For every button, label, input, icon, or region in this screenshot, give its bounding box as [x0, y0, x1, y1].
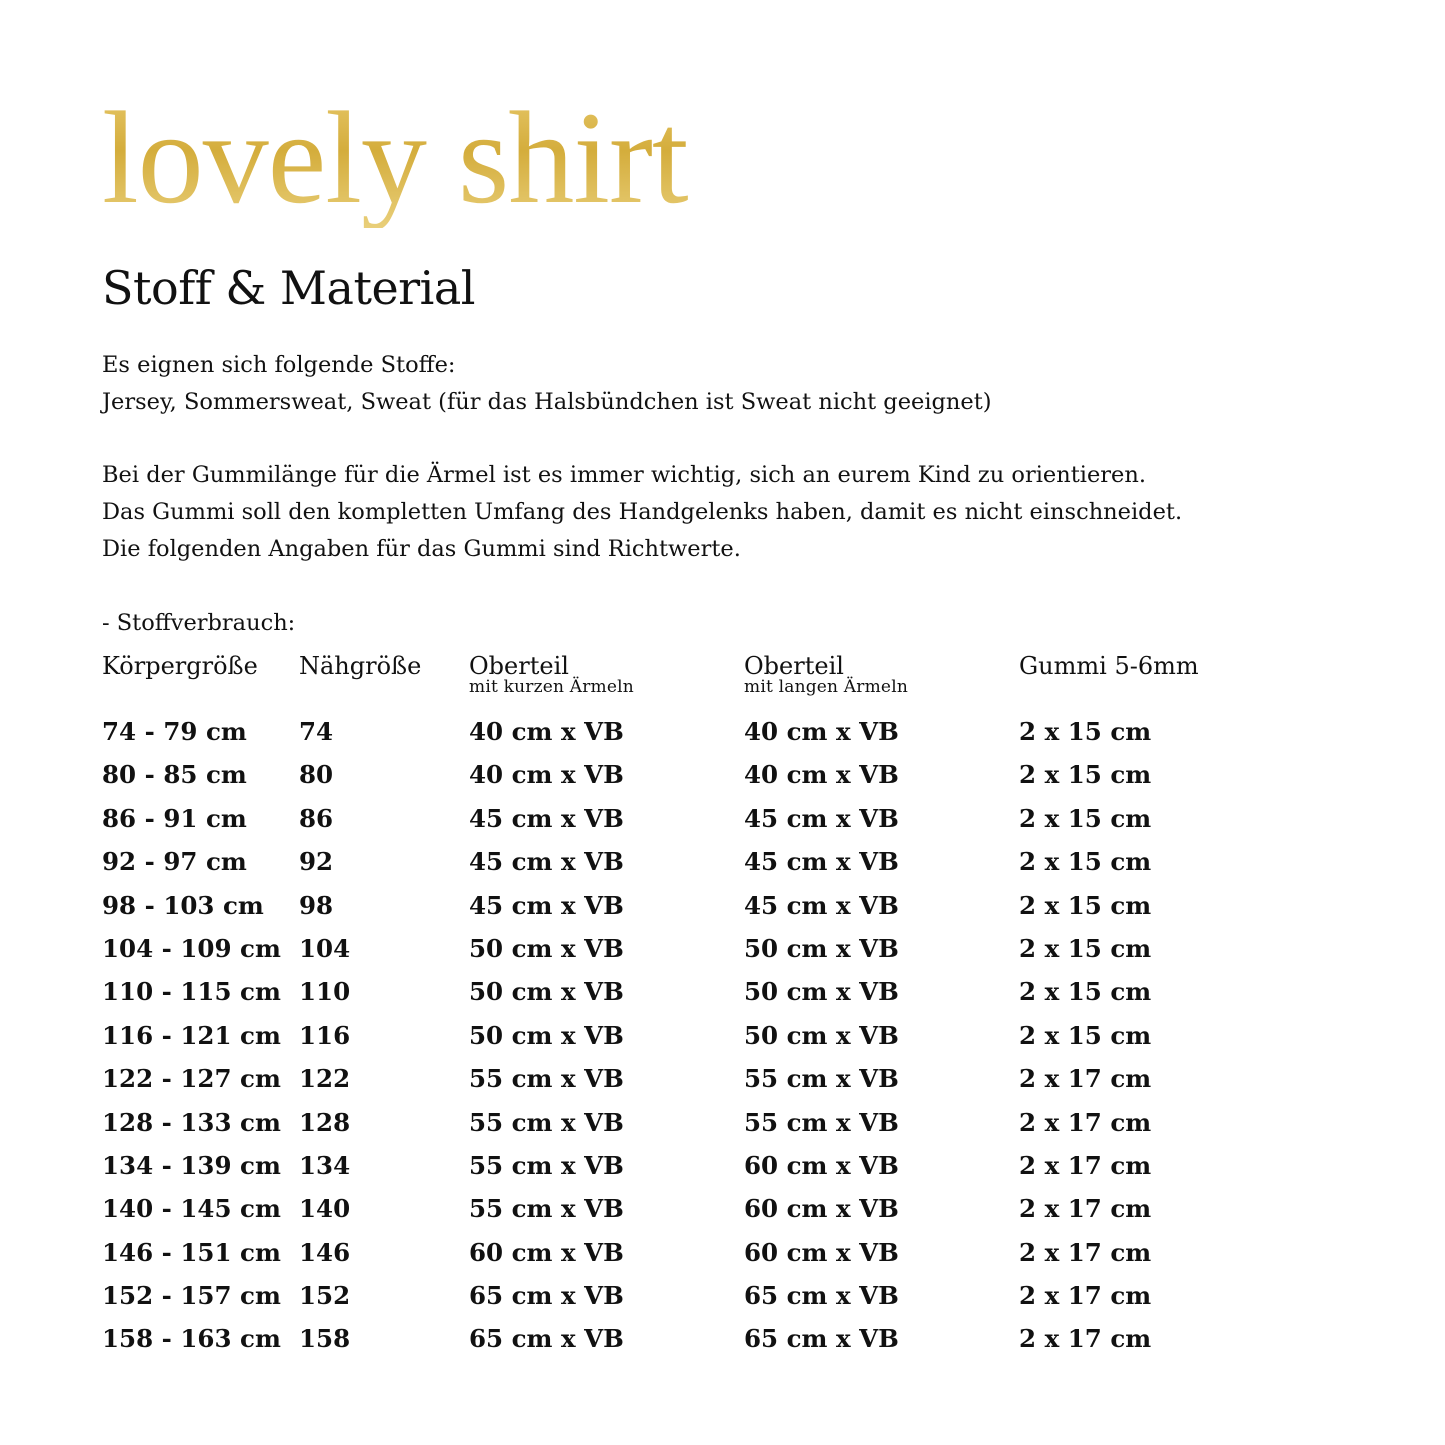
elastic-note-paragraph: [102, 457, 1182, 568]
cell-top-long: 45 cm x VB: [744, 803, 899, 833]
cell-body-size: 146 - 151 cm: [102, 1237, 281, 1267]
fabric-usage-table: [102, 648, 1342, 1354]
header-body-size: Körpergröße: [102, 652, 258, 680]
cell-elastic: 2 x 15 cm: [1019, 803, 1152, 833]
cell-top-long: 60 cm x VB: [744, 1237, 899, 1267]
cell-top-long: 55 cm x VB: [744, 1107, 899, 1137]
cell-top-long: 40 cm x VB: [744, 760, 899, 790]
cell-top-long: 50 cm x VB: [744, 977, 899, 1007]
cell-top-short: 65 cm x VB: [469, 1281, 624, 1311]
cell-elastic: 2 x 17 cm: [1019, 1324, 1152, 1354]
cell-top-short: 55 cm x VB: [469, 1150, 624, 1180]
table-row: [102, 973, 1342, 1016]
table-row: [102, 1320, 1342, 1363]
fabric-usage-label: - Stoffverbrauch:: [102, 610, 296, 636]
elastic-note-line: Das Gummi soll den kompletten Umfang des Handgelenks haben, damit es nicht einschneidet.: [102, 499, 1183, 525]
cell-elastic: 2 x 17 cm: [1019, 1064, 1152, 1094]
cell-top-short: 55 cm x VB: [469, 1107, 624, 1137]
cell-top-short: 40 cm x VB: [469, 717, 624, 746]
cell-top-short: 40 cm x VB: [469, 760, 624, 790]
fabrics-list-line: Jersey, Sommersweat, Sweat (für das Halsbündchen ist Sweat nicht geeignet): [102, 389, 992, 415]
cell-top-long: 45 cm x VB: [744, 847, 899, 877]
cell-body-size: 128 - 133 cm: [102, 1107, 281, 1137]
cell-sewing-size: 146: [299, 1237, 351, 1267]
cell-elastic: 2 x 15 cm: [1019, 717, 1152, 746]
pattern-title: lovely shirt: [102, 84, 688, 231]
cell-body-size: 74 - 79 cm: [102, 717, 247, 746]
table-body: [102, 713, 1342, 1364]
cell-sewing-size: 92: [299, 847, 334, 877]
header-subtitle: mit langen Ärmeln: [744, 677, 908, 697]
table-row: [102, 843, 1342, 886]
section-heading: Stoff & Material: [102, 261, 476, 315]
header-top-long-sleeves: Oberteil mit langen Ärmeln: [744, 652, 908, 697]
cell-body-size: 86 - 91 cm: [102, 803, 247, 833]
cell-body-size: 122 - 127 cm: [102, 1064, 281, 1094]
cell-sewing-size: 128: [299, 1107, 351, 1137]
table-row: [102, 1234, 1342, 1277]
cell-elastic: 2 x 15 cm: [1019, 847, 1152, 877]
cell-body-size: 158 - 163 cm: [102, 1324, 281, 1354]
cell-top-short: 45 cm x VB: [469, 847, 624, 877]
cell-sewing-size: 152: [299, 1281, 351, 1311]
cell-body-size: 134 - 139 cm: [102, 1150, 281, 1180]
cell-body-size: 116 - 121 cm: [102, 1020, 281, 1050]
table-row: [102, 1190, 1342, 1233]
cell-elastic: 2 x 15 cm: [1019, 933, 1152, 963]
cell-top-long: 50 cm x VB: [744, 933, 899, 963]
cell-body-size: 98 - 103 cm: [102, 890, 264, 920]
cell-top-long: 45 cm x VB: [744, 890, 899, 920]
cell-elastic: 2 x 17 cm: [1019, 1107, 1152, 1137]
table-row: [102, 930, 1342, 973]
table-row: [102, 1277, 1342, 1320]
cell-body-size: 104 - 109 cm: [102, 933, 281, 963]
table-row: [102, 756, 1342, 799]
cell-sewing-size: 116: [299, 1020, 351, 1050]
cell-top-long: 60 cm x VB: [744, 1150, 899, 1180]
cell-elastic: 2 x 15 cm: [1019, 977, 1152, 1007]
cell-body-size: 92 - 97 cm: [102, 847, 247, 877]
cell-top-short: 45 cm x VB: [469, 890, 624, 920]
table-header: [102, 648, 1342, 712]
cell-elastic: 2 x 17 cm: [1019, 1281, 1152, 1311]
cell-sewing-size: 158: [299, 1324, 351, 1354]
fabrics-intro-line: Es eignen sich folgende Stoffe:: [102, 352, 456, 378]
cell-body-size: 110 - 115 cm: [102, 977, 281, 1007]
table-row: [102, 887, 1342, 930]
elastic-note-line: Die folgenden Angaben für das Gummi sind Richtwerte.: [102, 536, 741, 562]
cell-elastic: 2 x 17 cm: [1019, 1194, 1152, 1224]
header-subtitle: mit kurzen Ärmeln: [469, 677, 634, 697]
header-elastic: Gummi 5-6mm: [1019, 652, 1199, 680]
cell-body-size: 80 - 85 cm: [102, 760, 247, 790]
cell-sewing-size: 98: [299, 890, 334, 920]
cell-sewing-size: 86: [299, 803, 334, 833]
table-row: [102, 1017, 1342, 1060]
cell-top-long: 50 cm x VB: [744, 1020, 899, 1050]
cell-elastic: 2 x 17 cm: [1019, 1237, 1152, 1267]
cell-top-short: 50 cm x VB: [469, 977, 624, 1007]
cell-body-size: 152 - 157 cm: [102, 1281, 281, 1311]
cell-elastic: 2 x 15 cm: [1019, 890, 1152, 920]
cell-sewing-size: 80: [299, 760, 334, 790]
cell-top-short: 50 cm x VB: [469, 933, 624, 963]
header-sewing-size: Nähgröße: [299, 652, 422, 680]
cell-top-short: 60 cm x VB: [469, 1237, 624, 1267]
cell-elastic: 2 x 15 cm: [1019, 1020, 1152, 1050]
table-row: [102, 800, 1342, 843]
cell-elastic: 2 x 15 cm: [1019, 760, 1152, 790]
table-row: [102, 713, 1342, 756]
cell-sewing-size: 104: [299, 933, 351, 963]
cell-sewing-size: 134: [299, 1150, 351, 1180]
cell-body-size: 140 - 145 cm: [102, 1194, 281, 1224]
cell-top-short: 50 cm x VB: [469, 1020, 624, 1050]
cell-sewing-size: 140: [299, 1194, 351, 1224]
cell-top-short: 65 cm x VB: [469, 1324, 624, 1354]
header-top-short-sleeves: Oberteil mit kurzen Ärmeln: [469, 652, 634, 697]
cell-elastic: 2 x 17 cm: [1019, 1150, 1152, 1180]
cell-top-long: 65 cm x VB: [744, 1324, 899, 1354]
cell-top-long: 40 cm x VB: [744, 717, 899, 746]
cell-top-long: 65 cm x VB: [744, 1281, 899, 1311]
cell-top-short: 55 cm x VB: [469, 1064, 624, 1094]
cell-top-long: 60 cm x VB: [744, 1194, 899, 1224]
table-row: [102, 1104, 1342, 1147]
cell-sewing-size: 122: [299, 1064, 351, 1094]
cell-top-long: 55 cm x VB: [744, 1064, 899, 1094]
cell-top-short: 45 cm x VB: [469, 803, 624, 833]
cell-sewing-size: 74: [299, 717, 334, 746]
suitable-fabrics-paragraph: [102, 347, 992, 421]
cell-sewing-size: 110: [299, 977, 351, 1007]
table-row: [102, 1060, 1342, 1103]
table-row: [102, 1147, 1342, 1190]
cell-top-short: 55 cm x VB: [469, 1194, 624, 1224]
elastic-note-line: Bei der Gummilänge für die Ärmel ist es immer wichtig, sich an eurem Kind zu orientieren.: [102, 462, 1146, 488]
